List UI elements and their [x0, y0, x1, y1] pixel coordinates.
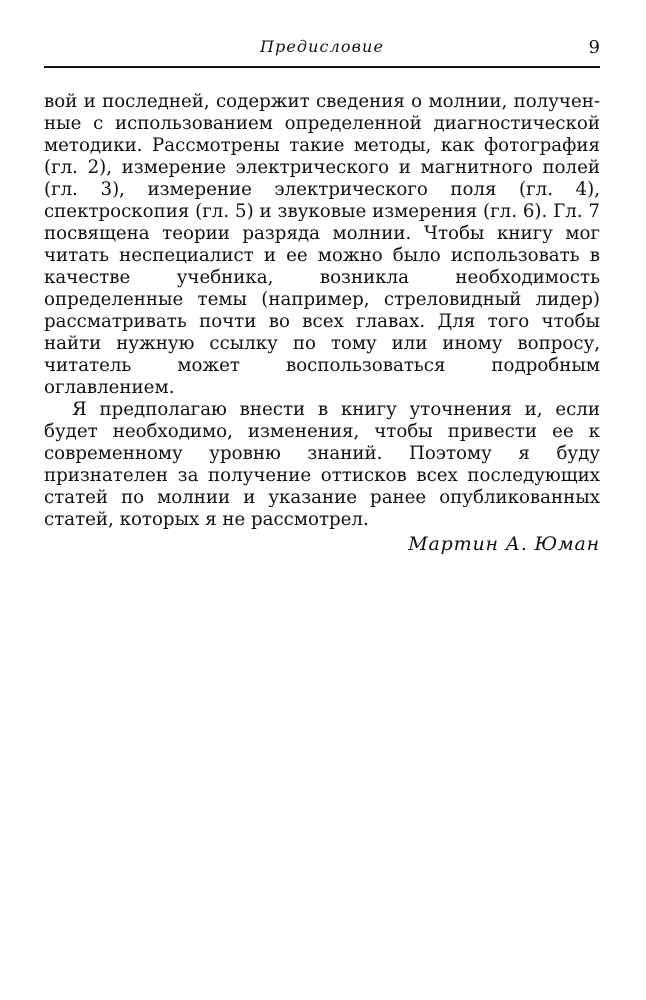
running-head: [44, 30, 600, 68]
book-page: [44, 30, 600, 556]
running-title: Предисловие: [259, 37, 385, 56]
author-signature: Мартин А. Юман: [408, 533, 600, 555]
paragraph: Я предполагаю внести в книгу уточнения и, если будет необходимо, изменения, чтобы привести ее к современному уровню знаний. Поэтому я буду признателен за получение оттисков всех последующих статей по молнии и указание ранее опубликованных статей, которых я не рассмотрел.: [44, 399, 600, 530]
body-text: [44, 91, 600, 531]
page-number: 9: [588, 37, 600, 58]
paragraph-continued: вой и последней, содержит сведения о молнии, полученные с использованием определенной диагностической методики. Рассмотрены такие методы, как фотография (гл. 2), измерение электрического и магнитного полей (гл. 3), измерение электрического поля (гл. 4), спектроскопия (гл. 5) и звуковые измерения (гл. 6). Гл. 7 посвящена теории разряда молнии. Чтобы книгу мог читать неспециалист и ее можно было использовать в качестве учебника, возникла необходимость определенные темы (например, стреловидный лидер) рассматривать почти во всех главах. Для того чтобы найти нужную ссылку по тому или иному вопросу, читатель может воспользоваться подробным оглавлением.: [44, 91, 600, 398]
